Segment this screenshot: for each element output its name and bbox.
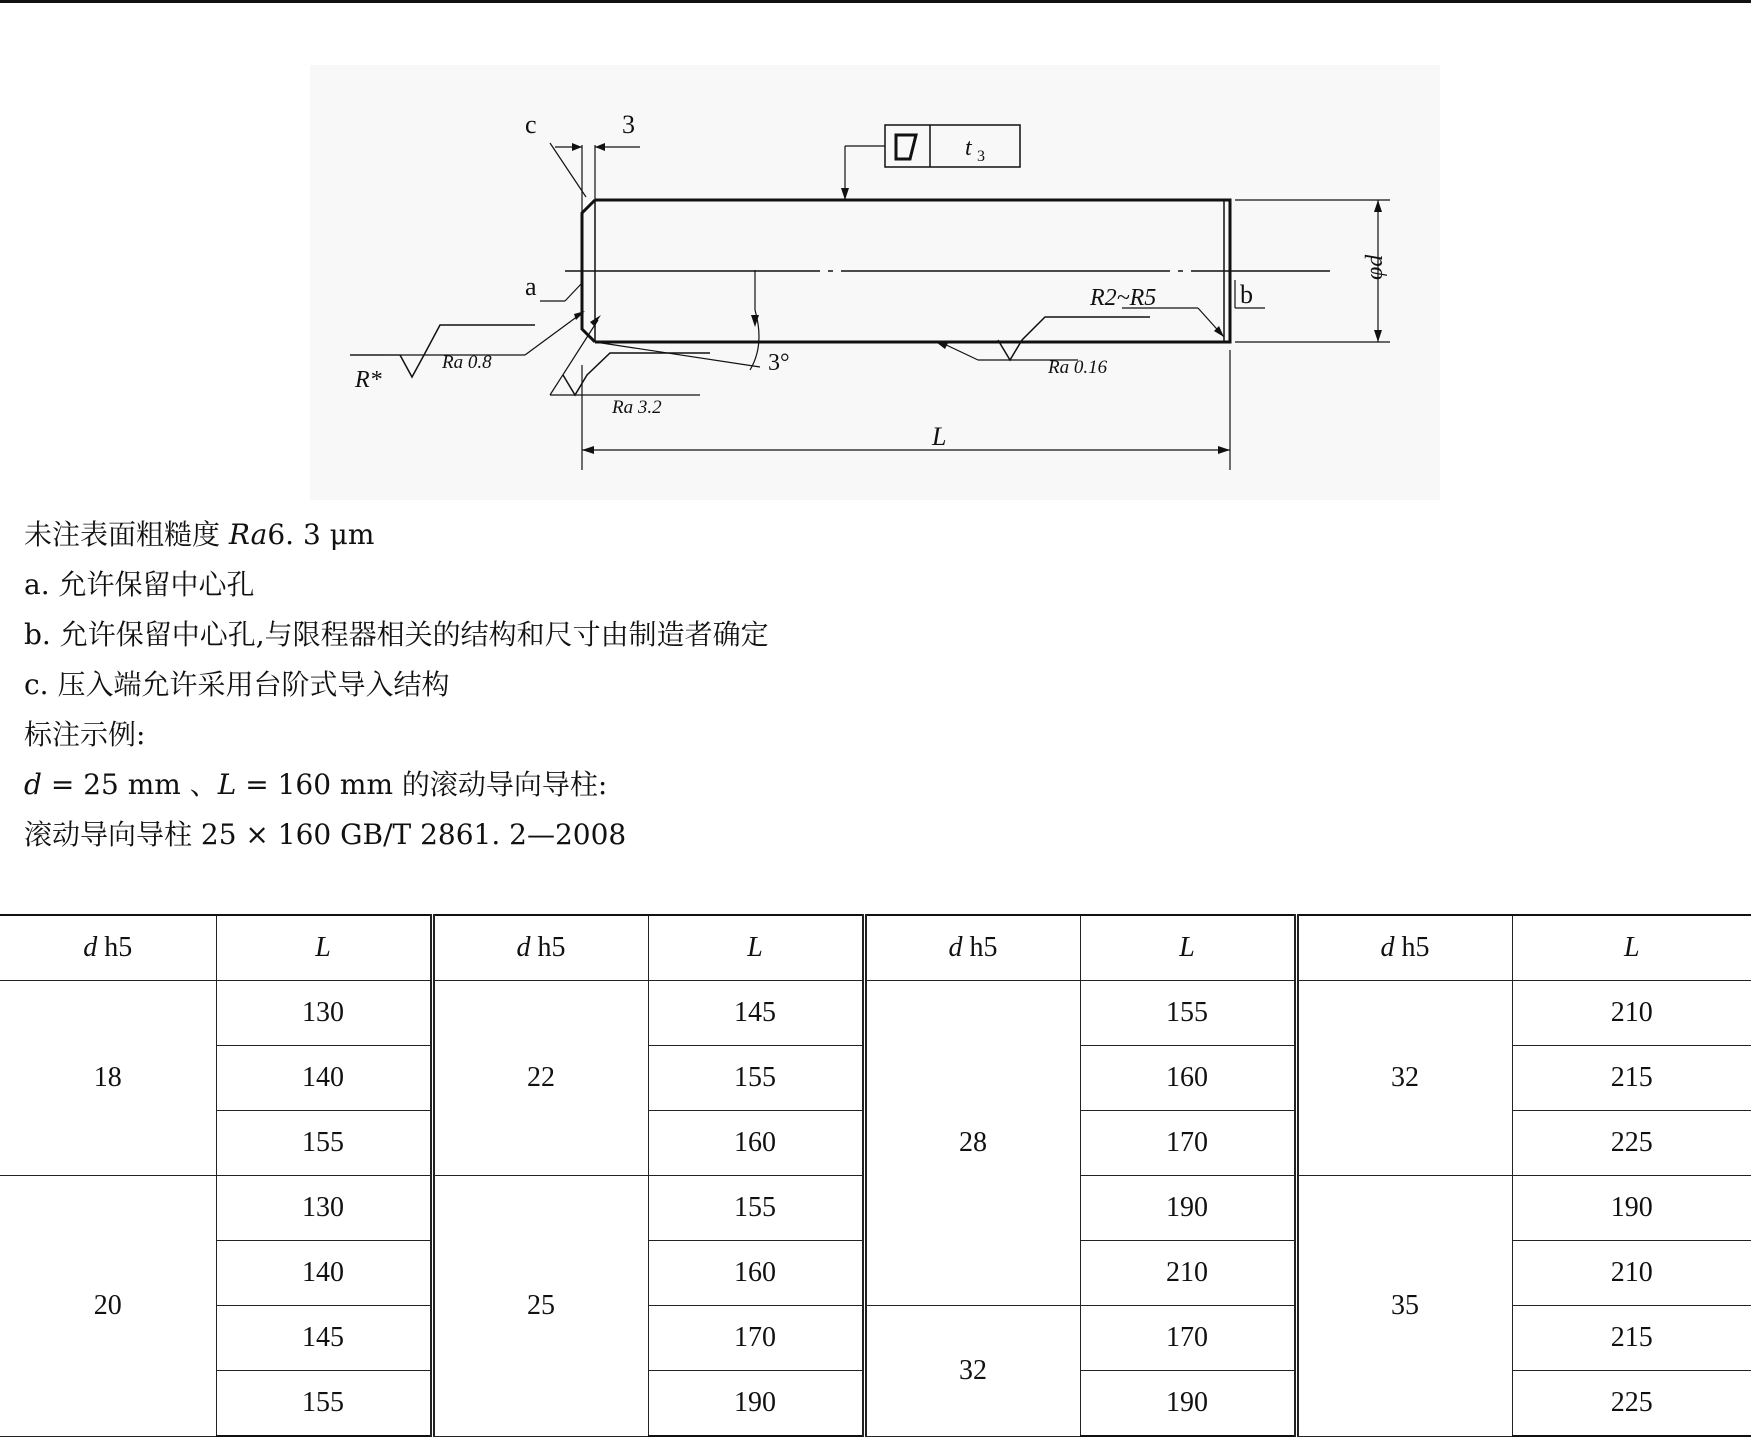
example-designation: 滚动导向导柱 25 × 160 GB/T 2861. 2—2008 [24, 818, 627, 851]
label-b: b [1240, 280, 1253, 309]
l-value-cell: 190 [1512, 1176, 1751, 1241]
guide-pillar-drawing [310, 65, 1440, 500]
notes-block [24, 510, 769, 860]
table-header-row [0, 915, 1751, 981]
d-value-cell: 20 [0, 1176, 216, 1437]
l-value-cell: 190 [648, 1371, 864, 1437]
l-value-cell: 155 [648, 1046, 864, 1111]
header-d-h5: d h5 [864, 915, 1080, 981]
ra-08-leader [525, 313, 582, 355]
l-value-cell: 130 [216, 1176, 432, 1241]
l-value-cell: 160 [648, 1241, 864, 1306]
d-value-cell: 32 [864, 1306, 1080, 1437]
d-value-cell: 25 [432, 1176, 648, 1437]
cylindricity-icon [896, 135, 916, 159]
note-b: b. 允许保留中心孔,与限程器相关的结构和尺寸由制造者确定 [24, 618, 769, 651]
note-c: c. 压入端允许采用台阶式导入结构 [24, 668, 450, 701]
d-value-cell: 22 [432, 981, 648, 1176]
l-value-cell: 190 [1080, 1371, 1296, 1437]
technical-drawing [310, 65, 1440, 500]
l-label: L [932, 422, 947, 451]
leader-c [550, 143, 586, 197]
header-d-h5: d h5 [1296, 915, 1512, 981]
l-value-cell: 145 [648, 981, 864, 1046]
l-value-cell: 190 [1080, 1176, 1296, 1241]
l-value-cell: 130 [216, 981, 432, 1046]
l-value-cell: 155 [1080, 981, 1296, 1046]
ra-08-label: Ra 0.8 [442, 352, 492, 373]
label-c: c [525, 110, 537, 139]
phi-d-label: φd [1362, 254, 1388, 280]
l-value-cell: 210 [1512, 1241, 1751, 1306]
d-value-cell: 18 [0, 981, 216, 1176]
d-value-cell: 28 [864, 981, 1080, 1306]
dimension-table [0, 914, 1751, 1437]
d-value-cell: 32 [1296, 981, 1512, 1176]
l-value-cell: 215 [1512, 1046, 1751, 1111]
header-d-h5: d h5 [0, 915, 216, 981]
ra-016-symbol [998, 317, 1150, 360]
header-l: L [216, 915, 432, 981]
label-a: a [525, 272, 537, 301]
label-3: 3 [622, 110, 635, 139]
header-d-h5: d h5 [432, 915, 648, 981]
l-value-cell: 210 [1080, 1241, 1296, 1306]
radius-label: R2~R5 [1090, 285, 1157, 311]
l-value-cell: 215 [1512, 1306, 1751, 1371]
l-value-cell: 140 [216, 1241, 432, 1306]
l-value-cell: 155 [216, 1111, 432, 1176]
l-value-cell: 225 [1512, 1111, 1751, 1176]
tolerance-frame [885, 125, 1020, 167]
table-row [0, 981, 1751, 1046]
tolerance-sub: 3 [977, 148, 985, 165]
l-value-cell: 160 [648, 1111, 864, 1176]
l-value-cell: 155 [648, 1176, 864, 1241]
example-spec: d = 25 mm 、L = 160 mm 的滚动导向导柱: [24, 768, 608, 801]
tolerance-t: t [965, 135, 972, 161]
l-value-cell: 155 [216, 1371, 432, 1437]
l-value-cell: 170 [1080, 1111, 1296, 1176]
l-value-cell: 210 [1512, 981, 1751, 1046]
header-l: L [1080, 915, 1296, 981]
l-value-cell: 145 [216, 1306, 432, 1371]
header-l: L [648, 915, 864, 981]
l-value-cell: 170 [1080, 1306, 1296, 1371]
taper-line [595, 342, 760, 367]
l-value-cell: 225 [1512, 1371, 1751, 1437]
l-value-cell: 140 [216, 1046, 432, 1111]
d-value-cell: 35 [1296, 1176, 1512, 1437]
note-a: a. 允许保留中心孔 [24, 568, 255, 601]
ra-016-label: Ra 0.16 [1048, 357, 1108, 378]
note-surface-roughness: 未注表面粗糙度 Ra6. 3 μm [24, 518, 375, 551]
header-l: L [1512, 915, 1751, 981]
l-value-cell: 170 [648, 1306, 864, 1371]
ra-32-symbol [563, 353, 710, 395]
angle-label: 3° [768, 350, 790, 376]
top-rule [0, 0, 1751, 3]
ra-32-label: Ra 3.2 [612, 397, 662, 418]
l-value-cell: 160 [1080, 1046, 1296, 1111]
example-heading: 标注示例: [24, 718, 146, 751]
r-star-label: R* [355, 367, 382, 393]
